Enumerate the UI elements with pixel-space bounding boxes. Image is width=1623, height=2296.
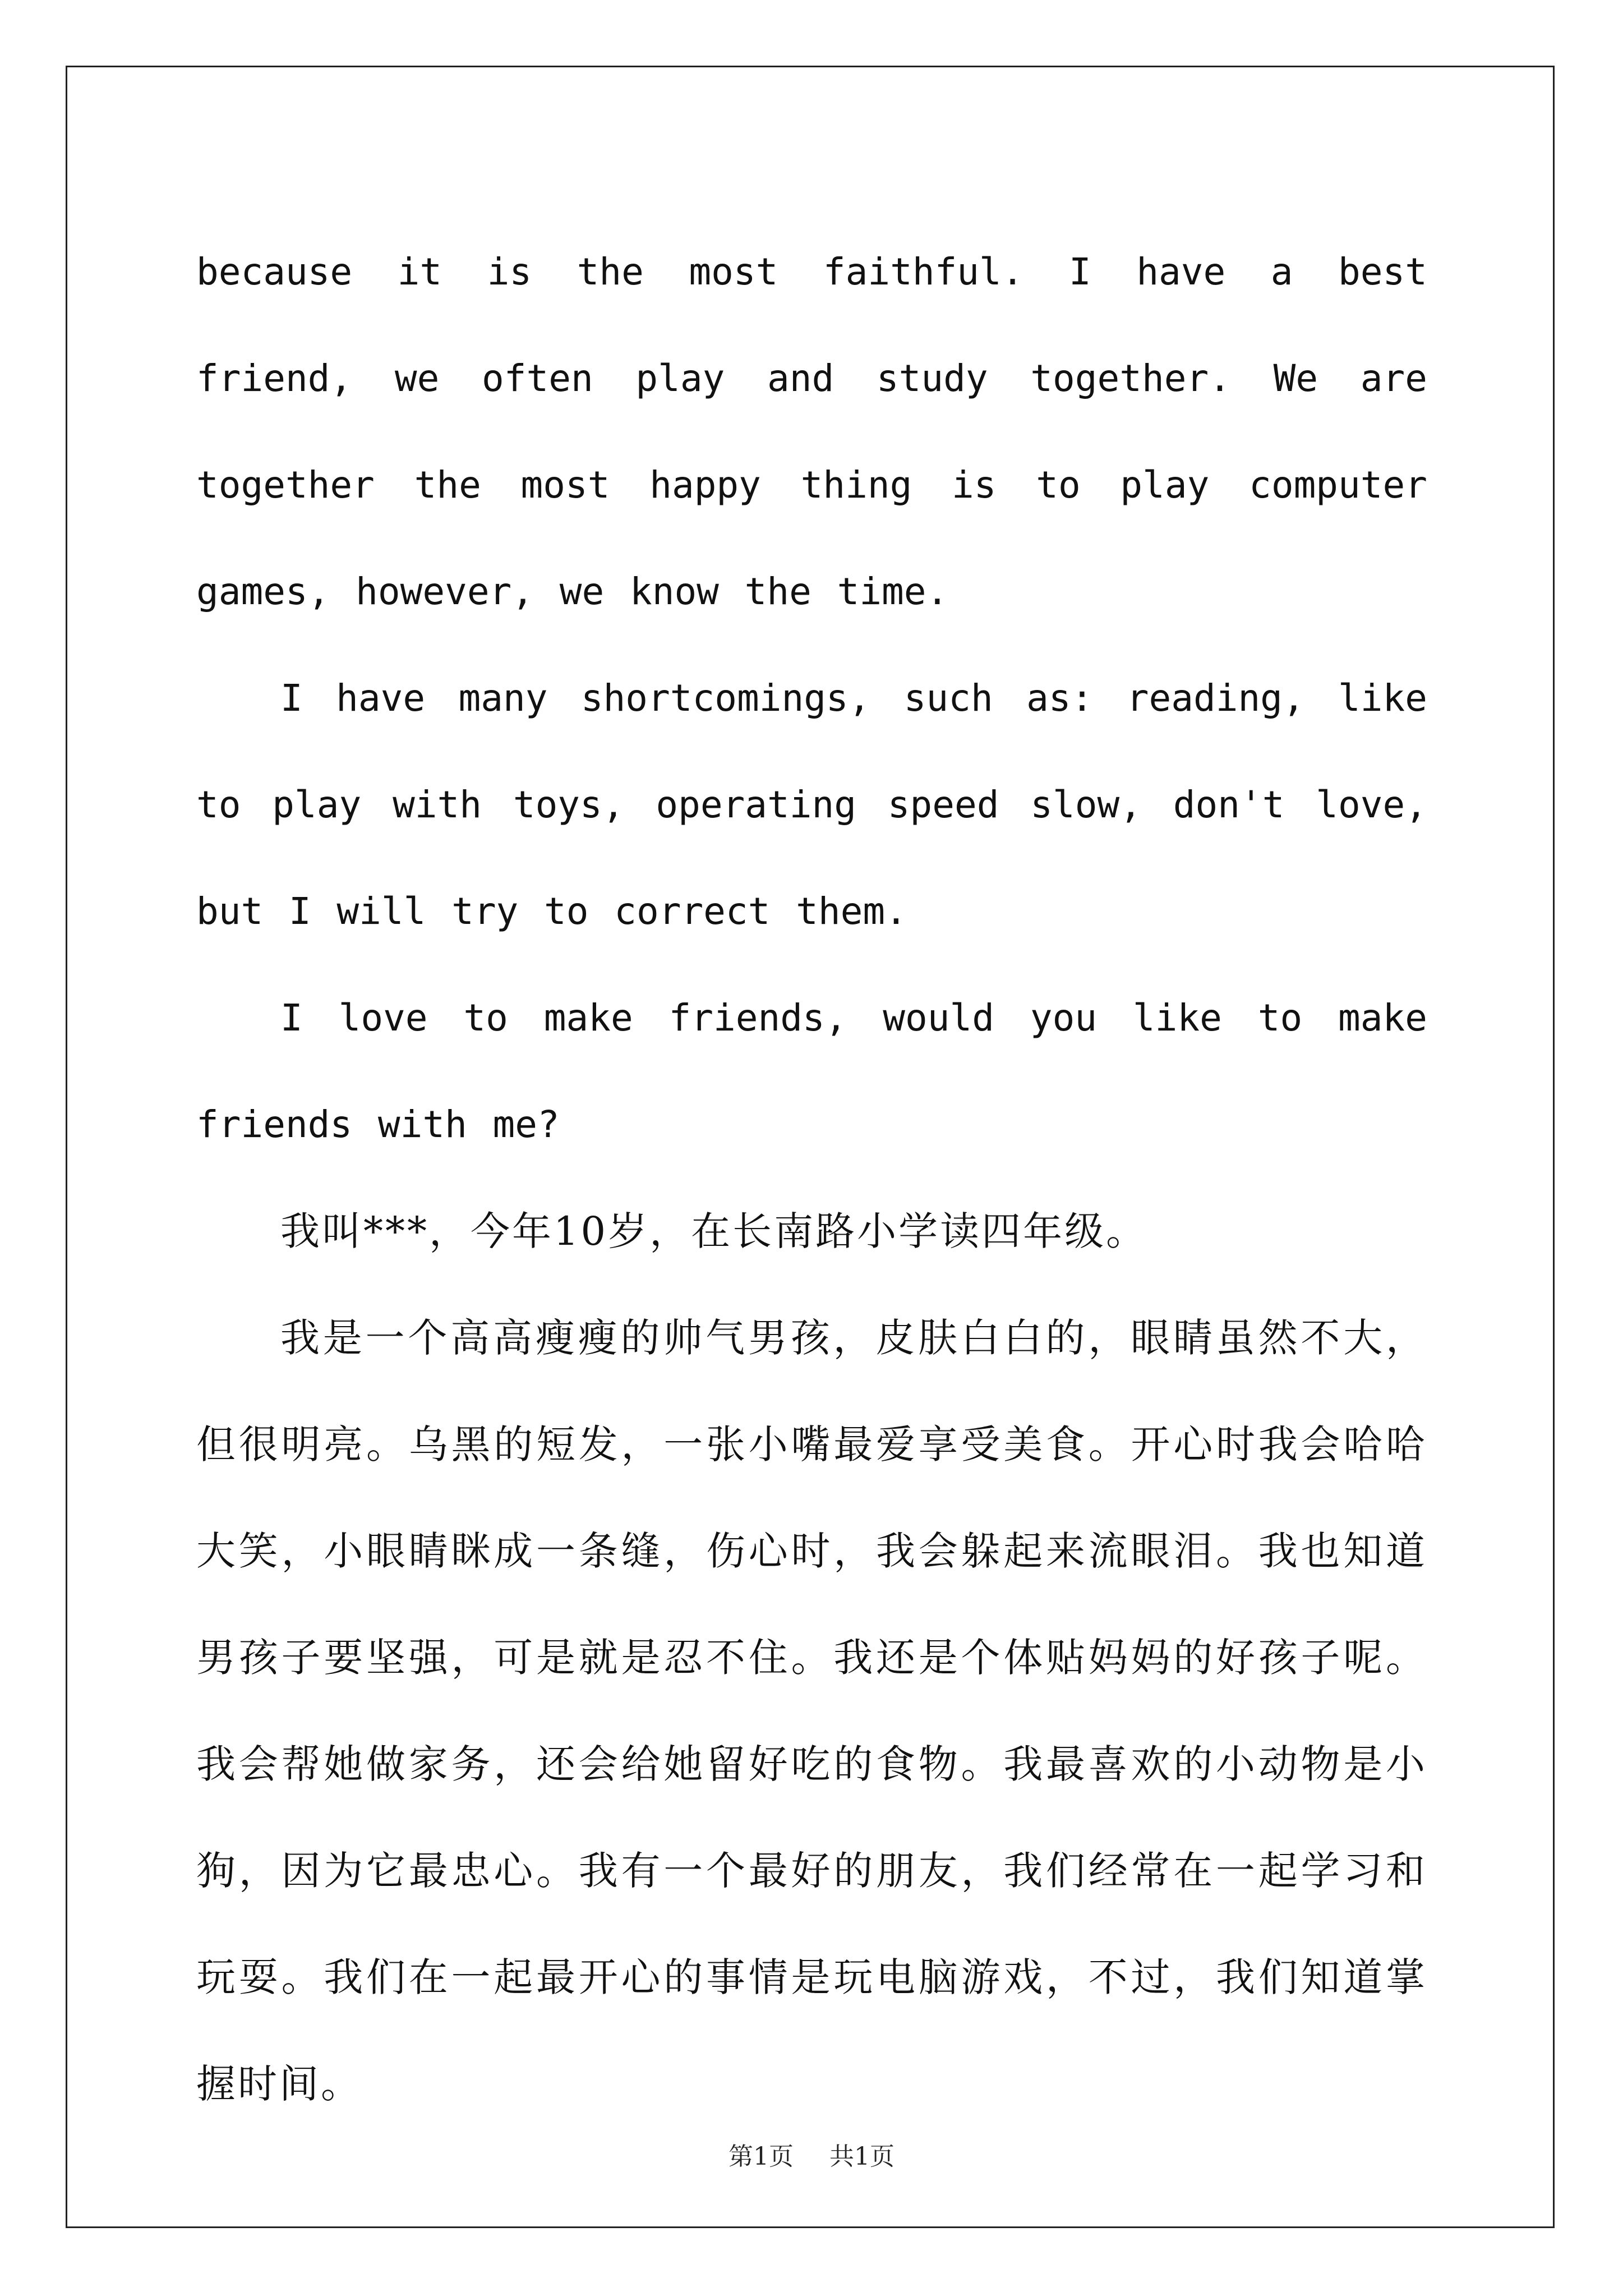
paragraph-english-2: I have many shortcomings, such as: reading, like to play with toys, operating speed slow, don't love, but I will try to correct them. bbox=[196, 677, 1427, 933]
paragraph-chinese-1: 我叫***，今年10岁，在长南路小学读四年级。 bbox=[280, 1208, 1148, 1254]
paragraph-english-3: I love to make friends, would you like to make friends with me? bbox=[196, 996, 1427, 1146]
paragraph-chinese-2: 我是一个高高瘦瘦的帅气男孩，皮肤白白的，眼睛虽然不大，但很明亮。乌黑的短发，一张小嘴最爱享受美食。开心时我会哈哈大笑，小眼睛眯成一条缝，伤心时，我会躲起来流眼泪。我也知道男孩子要坚强，可是就是忍不住。我还是个体贴妈妈的好孩子呢。我会帮她做家务，还会给她留好吃的食物。我最喜欢的小动物是小狗，因为它最忠心。我有一个最好的朋友，我们经常在一起学习和玩耍。我们在一起最开心的事情是玩电脑游戏，不过，我们知道掌握时间。 bbox=[196, 1315, 1427, 2107]
page-number: 第1页 bbox=[728, 2142, 794, 2171]
paragraph-english-1: because it is the most faithful. I have a best friend, we often play and study together. We are together the most happy thing is to play computer games, however, we know the time. bbox=[196, 250, 1427, 613]
page-footer bbox=[0, 2136, 1623, 2172]
document-body bbox=[196, 219, 1427, 2137]
page-total: 共1页 bbox=[829, 2142, 895, 2171]
